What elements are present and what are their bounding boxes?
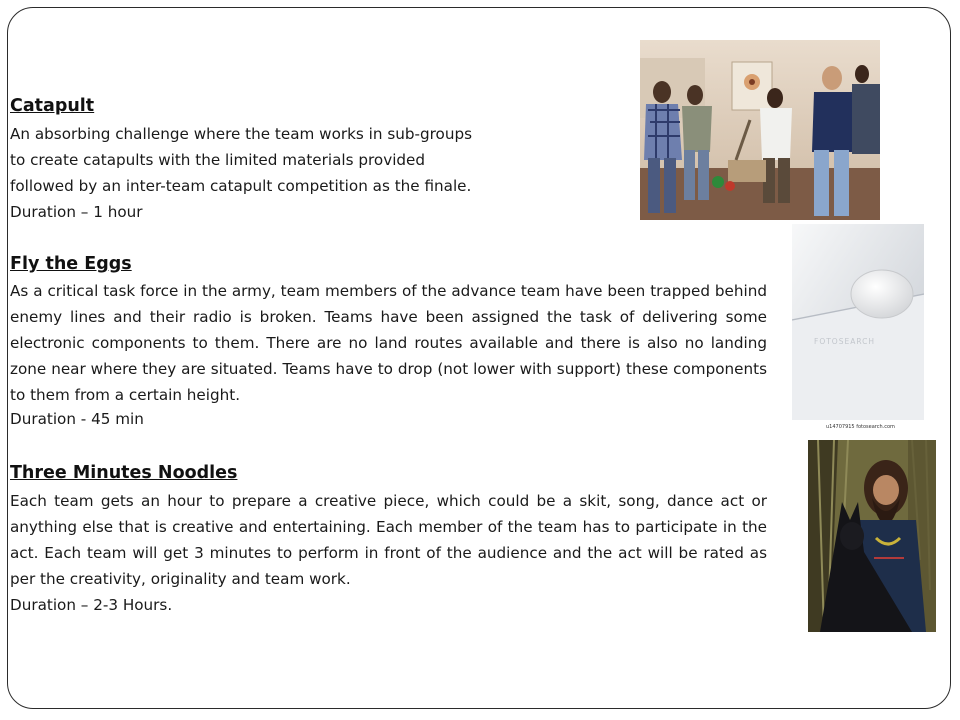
three-minutes-noodles-text: Each team gets an hour to prepare a creative piece, which could be a skit, song, dance act or anything else that is creative and entertaining. Each member of the team has to participate in the act. Each team will get 3 minutes to perform in front of the audience and the act will be rated as per the creativity, originality and team work. <box>10 492 767 588</box>
egg-watermark: FOTOSEARCH <box>814 337 876 346</box>
fly-the-eggs-description <box>10 278 767 408</box>
egg-caption: u14707915 fotosearch.com <box>826 424 895 430</box>
fly-the-eggs-text: As a critical task force in the army, team members of the advance team have been trapped behind enemy lines and their radio is broken. Teams have been assigned the task of delivering some electronic components to them. There are no land routes available and there is also no landing zone near where they are situated. Teams have to drop (not lower with support) these components to them from a certain height. <box>10 282 767 404</box>
catapult-line: to create catapults with the limited materials provided <box>10 151 426 169</box>
catapult-description <box>10 121 540 199</box>
catapult-duration: Duration – 1 hour <box>10 203 143 221</box>
fly-the-eggs-duration: Duration - 45 min <box>10 410 144 428</box>
catapult-team-photo <box>640 40 880 220</box>
three-minutes-noodles-heading: Three Minutes Noodles <box>10 463 238 483</box>
catapult-heading: Catapult <box>10 96 95 116</box>
three-minutes-noodles-duration: Duration – 2-3 Hours. <box>10 596 173 614</box>
three-minutes-noodles-description <box>10 488 767 592</box>
fly-the-eggs-heading: Fly the Eggs <box>10 254 132 274</box>
egg-photo <box>792 224 924 431</box>
catapult-line: followed by an inter-team catapult competition as the finale. <box>10 177 472 195</box>
performers-photo <box>808 440 936 632</box>
catapult-line: An absorbing challenge where the team works in sub-groups <box>10 125 472 143</box>
